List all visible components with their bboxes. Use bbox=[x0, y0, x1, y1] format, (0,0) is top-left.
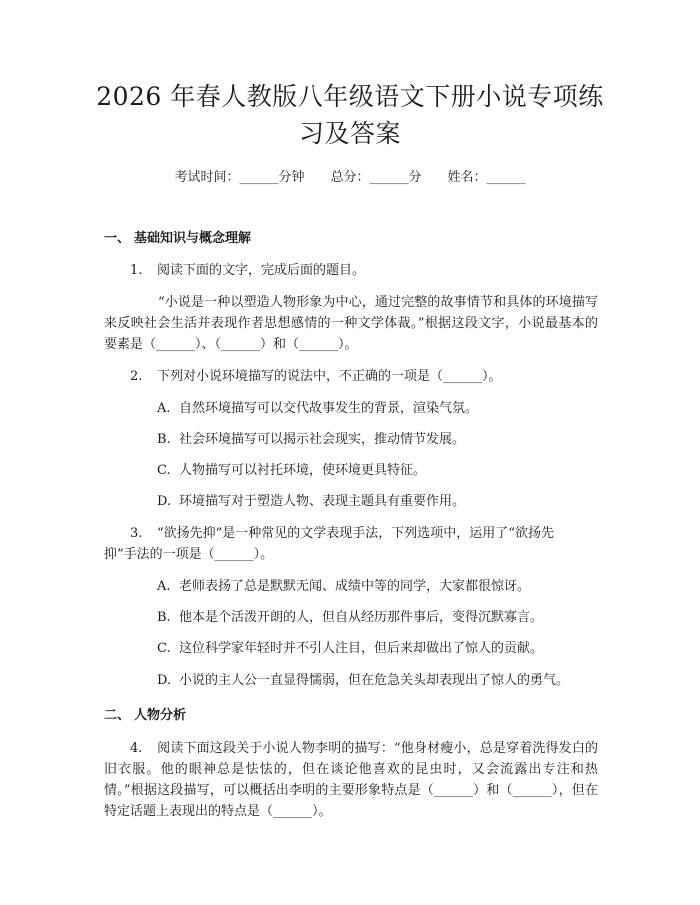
option-label: B. bbox=[157, 610, 171, 625]
option-2a bbox=[157, 398, 617, 419]
option-text: 环境描写对于塑造人物、表现主题具有重要作用。 bbox=[179, 494, 466, 509]
question-number: 1. bbox=[130, 263, 143, 278]
exam-time: 考试时间：______分钟 bbox=[174, 170, 305, 185]
option-text: 他本是个活泼开朗的人，但自从经历那件事后，变得沉默寡言。 bbox=[179, 610, 544, 625]
question-number: 2. bbox=[130, 369, 143, 384]
option-text: 自然环境描写可以交代故事发生的背景，渲染气氛。 bbox=[179, 401, 479, 416]
option-text: 小说的主人公一直显得懦弱，但在危急关头却表现出了惊人的勇气。 bbox=[179, 673, 570, 688]
option-label: C. bbox=[157, 463, 171, 478]
option-label: A. bbox=[157, 401, 171, 416]
question-text: 阅读下面这段关于小说人物李明的描写：“他身材瘦小，总是穿着洗得发白的旧衣服。他的眼神总是怯怯的，但在谈论他喜欢的昆虫时，又会流露出专注和热情。”根据这段描写，可以概括出李明的主要形象特点是（______）和（______），但在特定话题上表现出的特点是（______）。 bbox=[104, 741, 598, 819]
section-heading-2 bbox=[104, 706, 186, 726]
question-1-passage: “小说是一种以塑造人物形象为中心，通过完整的故事情节和具体的环境描写来反映社会生活并表现作者思想感情的一种文学体裁。”根据这段文字，小说最基本的要素是（______）、（______）和（______）。 bbox=[104, 295, 598, 352]
option-label: C. bbox=[157, 641, 171, 656]
option-3b bbox=[157, 607, 617, 628]
option-text: 社会环境描写可以揭示社会现实，推动情节发展。 bbox=[179, 432, 466, 447]
exam-name: 姓名：______ bbox=[447, 170, 526, 185]
option-label: D. bbox=[157, 673, 172, 688]
option-3a bbox=[157, 576, 617, 597]
question-text: 阅读下面的文字，完成后面的题目。 bbox=[157, 263, 366, 278]
title-line-2: 习及答案 bbox=[298, 119, 401, 148]
section-number: 一、 bbox=[104, 231, 131, 246]
question-3-continued: 抑”手法的一项是（______）。 bbox=[104, 547, 274, 562]
option-text: 人物描写可以衬托环境，使环境更具特征。 bbox=[179, 463, 427, 478]
option-label: D. bbox=[157, 494, 172, 509]
exam-score: 总分：______分 bbox=[330, 170, 422, 185]
exam-meta bbox=[0, 168, 700, 188]
section-title: 基础知识与概念理解 bbox=[134, 231, 252, 246]
question-number: 3. bbox=[130, 526, 143, 541]
question-text-line-1: “欲扬先抑”是一种常见的文学表现手法，下列选项中，运用了“欲扬先 bbox=[157, 526, 554, 541]
section-title: 人物分析 bbox=[134, 708, 187, 723]
section-heading-1 bbox=[104, 229, 251, 249]
question-1 bbox=[104, 260, 598, 281]
question-2 bbox=[104, 366, 598, 387]
section-number: 二、 bbox=[104, 708, 131, 723]
option-3c bbox=[157, 638, 617, 659]
option-3d bbox=[157, 670, 617, 691]
question-text: 下列对小说环境描写的说法中，不正确的一项是（______）。 bbox=[157, 369, 502, 384]
question-3 bbox=[104, 523, 598, 544]
option-2d bbox=[157, 491, 617, 512]
option-2c bbox=[157, 460, 617, 481]
title-line-1: 2026 年春人教版八年级语文下册小说专项练 bbox=[96, 82, 604, 111]
question-number: 4. bbox=[130, 741, 143, 756]
question-4 bbox=[104, 738, 598, 822]
option-text: 这位科学家年轻时并不引人注目，但后来却做出了惊人的贡献。 bbox=[179, 641, 544, 656]
document-title bbox=[70, 78, 630, 152]
option-2b bbox=[157, 429, 617, 450]
option-label: A. bbox=[157, 579, 171, 594]
option-text: 老师表扬了总是默默无闻、成绩中等的同学，大家都很惊讶。 bbox=[179, 579, 531, 594]
option-label: B. bbox=[157, 432, 171, 447]
